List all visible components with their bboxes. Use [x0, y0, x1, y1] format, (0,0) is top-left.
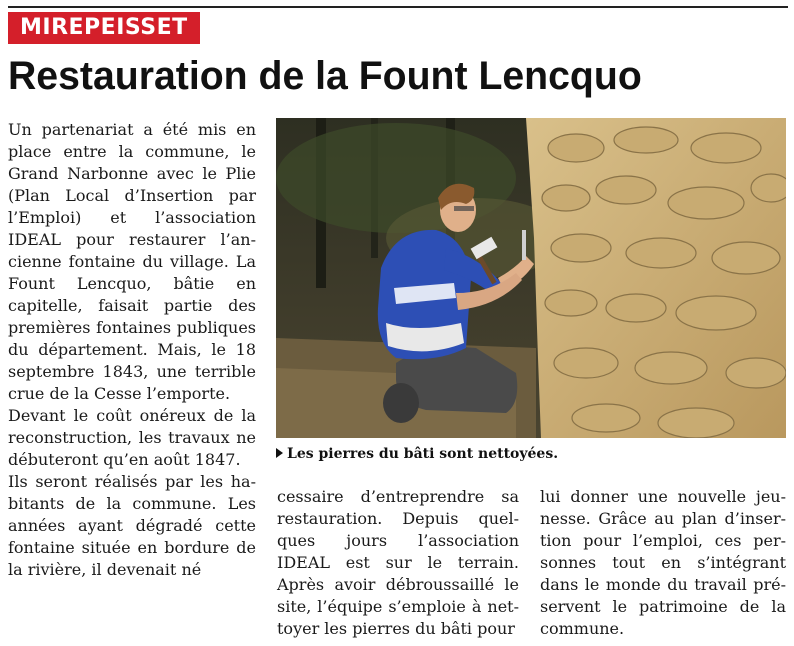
paragraph-2: Devant le coût onéreux de la reconstruction, les travaux ne débuteront qu’en août 1847. — [8, 406, 256, 469]
article-column-2: cessaire d’entreprendre sa restauration. Depuis quelques jours l’association IDEAL est sur le terrain. Après avoir débroussaillé le site, l’équipe s’emploie à nettoyer les pierres du bâti pour — [277, 487, 519, 638]
top-rule — [8, 6, 788, 8]
section-kicker: MIREPEISSET — [8, 12, 200, 44]
article-photo — [276, 118, 786, 438]
caption-arrow-icon — [276, 448, 283, 458]
photo-illustration — [276, 118, 786, 438]
article-column-1 — [8, 119, 256, 581]
article-column-3: lui donner une nouvelle jeunesse. Grâce au plan d’insertion pour l’emploi, ces personnes tout en s’intégrant dans le monde du travail préservent le patrimoine de la commune. — [540, 487, 786, 638]
paragraph-1: Un partenariat a été mis en place entre la commune, le Grand Narbonne avec le Plie (Plan Local d’Insertion par l’Emploi) et l’association IDEAL pour restaurer l’ancienne fontaine du village. La Fount Lencquo, bâtie en capitelle, faisait partie des premières fontaines publiques du département. Mais, le 18 septembre 1843, une terrible crue de la Cesse l’emporte. — [8, 120, 256, 403]
article-headline: Restauration de la Fount Lencquo — [8, 54, 642, 98]
photo-caption — [276, 444, 786, 464]
paragraph-3: Ils seront réalisés par les habitants de la commune. Les années ayant dégradé cette fontaine située en bordure de la rivière, il devenait né — [8, 472, 256, 579]
photo-caption-text: Les pierres du bâti sont nettoyées. — [287, 446, 559, 462]
